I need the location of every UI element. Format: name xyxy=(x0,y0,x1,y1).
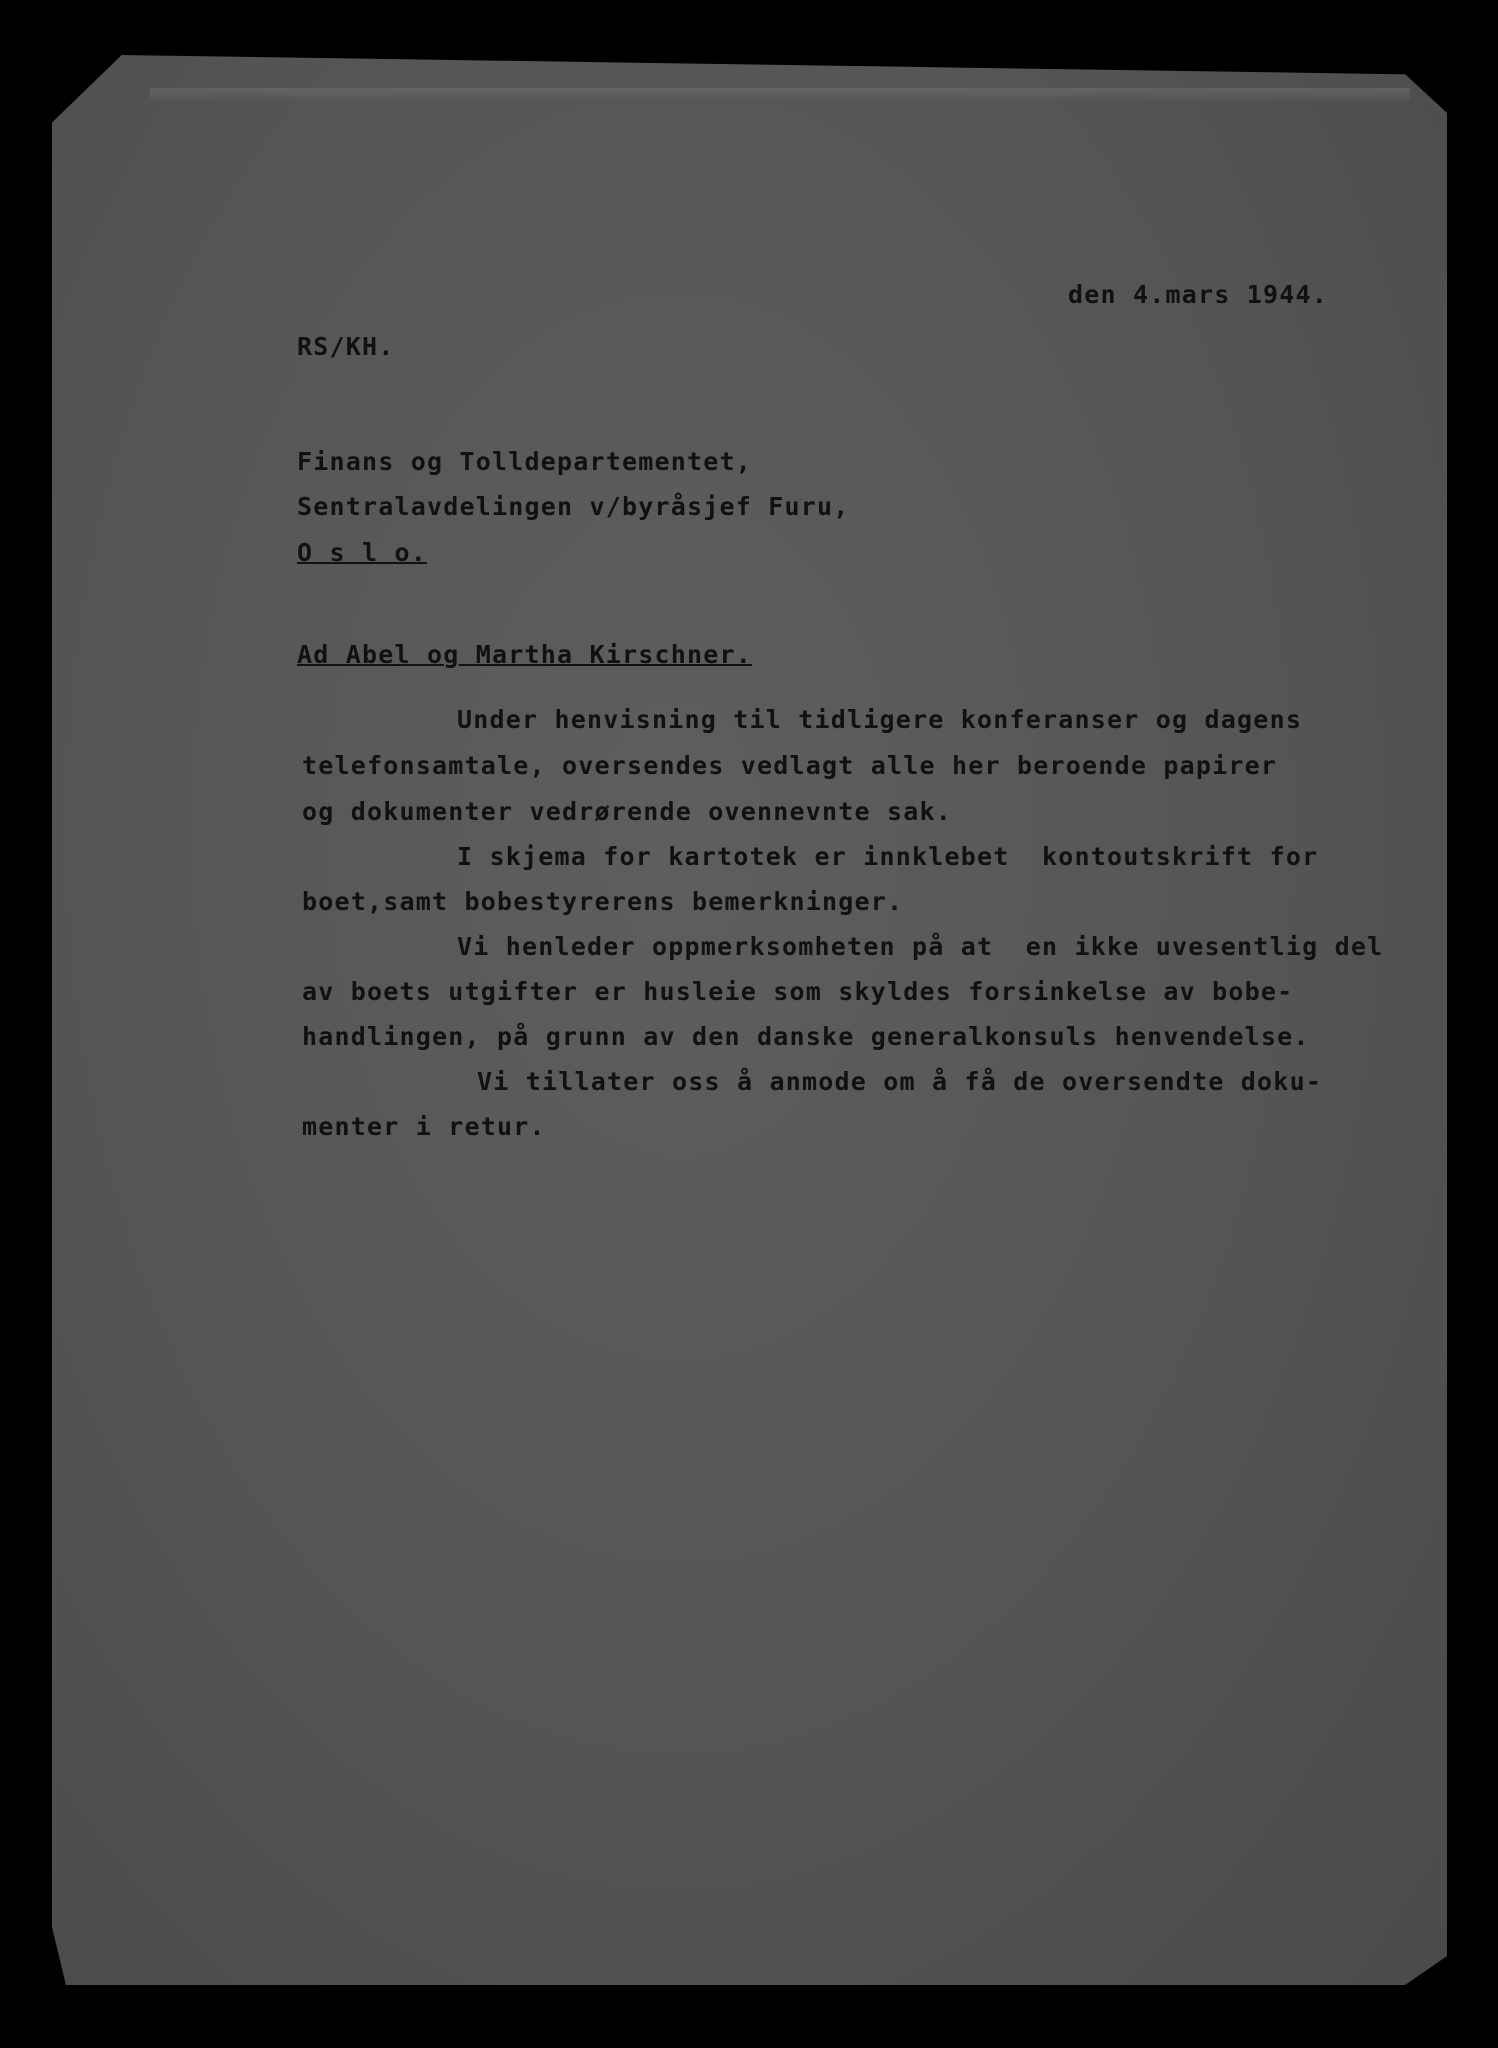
body-line: boet,samt bobestyrerens bemerkninger. xyxy=(302,887,904,916)
body-line: handlingen, på grunn av den danske generalkonsuls henvendelse. xyxy=(302,1022,1310,1051)
body-line: I skjema for kartotek er innklebet kontoutskrift for xyxy=(457,842,1319,871)
document-sheet xyxy=(52,55,1447,1985)
body-line: Vi henleder oppmerksomheten på at en ikke uvesentlig del xyxy=(457,932,1384,961)
body-line: og dokumenter vedrørende ovennevnte sak. xyxy=(302,797,953,826)
recipient-line-1: Finans og Tolldepartementet, xyxy=(297,447,753,476)
recipient-line-2: Sentralavdelingen v/byråsjef Furu, xyxy=(297,492,850,521)
reference-code: RS/KH. xyxy=(297,332,395,361)
letter-date: den 4.mars 1944. xyxy=(1068,280,1329,309)
body-line: telefonsamtale, oversendes vedlagt alle her beroende papirer xyxy=(302,751,1278,780)
body-line: av boets utgifter er husleie som skyldes forsinkelse av bobe- xyxy=(302,977,1294,1006)
paper-fold xyxy=(150,88,1410,100)
body-line: Vi tillater oss å anmode om å få de oversendte doku- xyxy=(477,1067,1323,1096)
subject-line: Ad Abel og Martha Kirschner. xyxy=(297,640,753,669)
recipient-city: O s l o. xyxy=(297,538,428,567)
body-line: menter i retur. xyxy=(302,1112,546,1141)
body-line: Under henvisning til tidligere konferanser og dagens xyxy=(457,705,1303,734)
